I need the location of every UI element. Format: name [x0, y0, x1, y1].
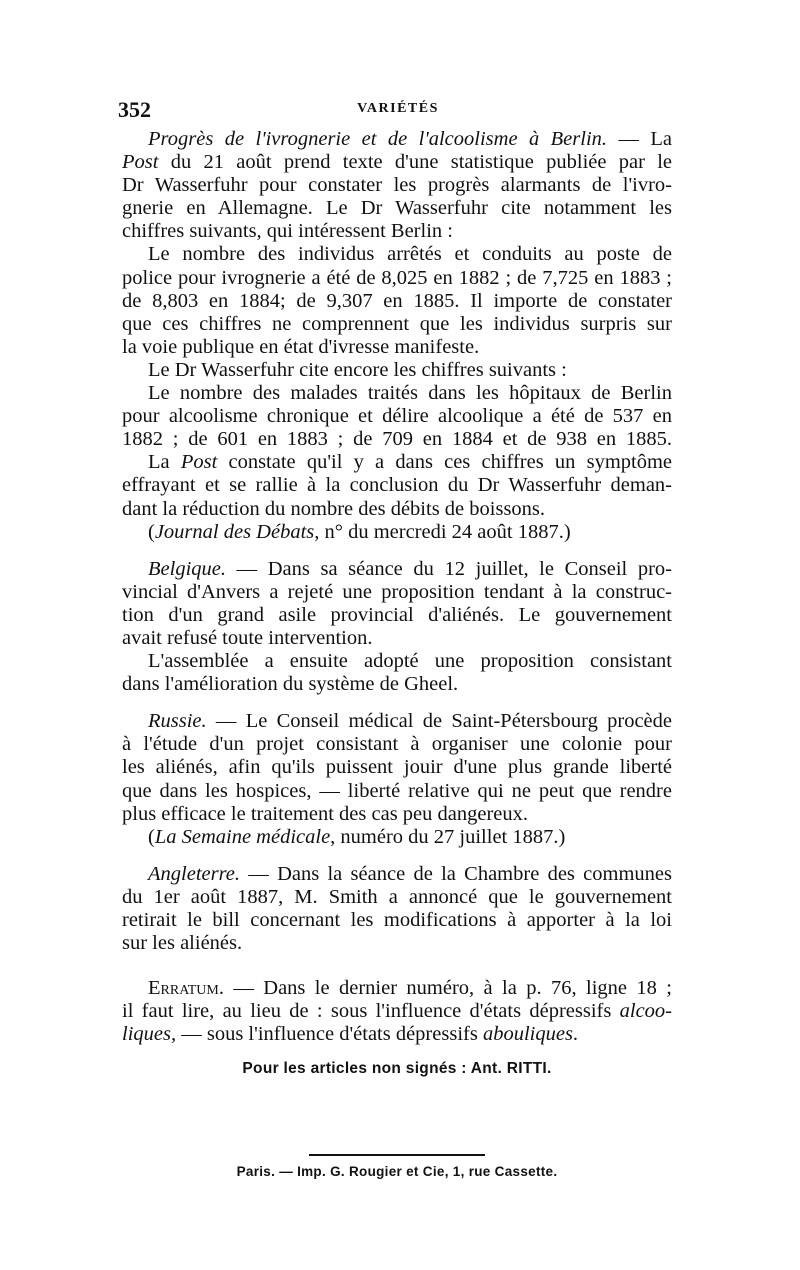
text-line: de 8,803 en 1884; de 9,307 en 1885. Il importe de constater	[122, 289, 672, 312]
text-line: chiffres suivants, qui intéressent Berlin :	[122, 220, 453, 243]
text-line: Progrès de l'ivrognerie et de l'alcoolisme à Berlin. — La	[148, 128, 672, 150]
text-line: que ces chiffres ne comprennent que les individus surpris sur	[122, 312, 672, 335]
section-title: Progrès de l'ivrognerie et de l'alcoolisme à Berlin.	[148, 128, 608, 150]
text-line: Dr Wasserfuhr pour constater les progrès alarmants de l'ivro-	[122, 174, 672, 197]
text-line: la voie publique en état d'ivresse manifeste.	[122, 335, 480, 358]
text-line: liques, — sous l'influence d'états dépressifs abouliques.	[122, 1023, 579, 1046]
text-line: tion d'un grand asile provincial d'aliénés. Le gouvernement	[122, 603, 672, 626]
text-line: Erratum. — Dans le dernier numéro, à la p. 76, ligne 18 ;	[148, 977, 672, 1000]
text-line: Le nombre des individus arrêtés et conduits au poste de	[148, 243, 672, 266]
source-citation: (La Semaine médicale, numéro du 27 juillet 1887.)	[148, 825, 566, 848]
text-line: Belgique. — Dans sa séance du 12 juillet, le Conseil pro-	[148, 557, 672, 580]
section-title: Belgique.	[148, 557, 226, 580]
footer-rule	[309, 1154, 485, 1156]
section-russie	[122, 710, 672, 849]
text-line: Le nombre des malades traités dans les hôpitaux de Berlin	[148, 382, 672, 405]
text-line: à l'étude d'un projet consistant à organiser une colonie pour	[122, 733, 672, 756]
section-belgique	[122, 558, 672, 697]
text-line: dans l'amélioration du système de Gheel.	[122, 673, 459, 696]
text-line: pour alcoolisme chronique et délire alcoolique a été de 537 en	[122, 405, 672, 428]
text-line: L'assemblée a ensuite adopté une proposition consistant	[148, 650, 672, 673]
section-title: Russie.	[148, 710, 207, 733]
text-line: sur les aliénés.	[122, 932, 243, 955]
text-line: La Post constate qu'il y a dans ces chiffres un symptôme	[148, 451, 673, 474]
page-number: 352	[118, 97, 151, 122]
text-line: retirait le bill concernant les modifications à apporter à la loi	[122, 909, 672, 931]
text-line: Russie. — Le Conseil médical de Saint-Pétersbourg procède	[148, 710, 672, 733]
section-berlin	[122, 128, 672, 544]
text-line: 1882 ; de 601 en 1883 ; de 709 en 1884 et de 938 en 1885.	[122, 428, 672, 451]
printer-imprint: Paris. — Imp. G. Rougier et Cie, 1, rue Cassette.	[236, 1164, 558, 1180]
text-line: Post du 21 août prend texte d'une statistique publiée par le	[122, 151, 672, 174]
text-line: du 1er août 1887, M. Smith a annoncé que le gouvernement	[122, 885, 672, 908]
section-erratum	[122, 977, 672, 1046]
text-line: les aliénés, afin qu'ils puissent jouir d'une plus grande liberté	[122, 756, 672, 779]
text-line: que dans les hospices, — liberté relative qui ne peut que rendre	[122, 779, 672, 802]
text-line: avait refusé toute intervention.	[122, 626, 373, 649]
running-head: VARIÉTÉS	[357, 101, 439, 116]
text-line: vincial d'Anvers a rejeté une proposition tendant à la construc-	[122, 580, 672, 603]
source-citation: (Journal des Débats, n° du mercredi 24 août 1887.)	[148, 520, 571, 543]
text-line: plus efficace le traitement des cas peu dangereux.	[122, 802, 529, 825]
erratum-label: Erratum.	[148, 977, 224, 1000]
page-header	[118, 97, 678, 123]
text-line: effrayant et se rallie à la conclusion du Dr Wasserfuhr deman-	[122, 474, 672, 497]
text-line: Le Dr Wasserfuhr cite encore les chiffres suivants :	[148, 358, 567, 381]
text-line: Angleterre. — Dans la séance de la Chambre des communes	[148, 862, 672, 885]
body-text	[122, 128, 672, 1179]
signature: Pour les articles non signés : Ant. RITTI.	[242, 1060, 552, 1078]
text-line: il faut lire, au lieu de : sous l'influence d'états dépressifs alcoo-	[122, 1000, 672, 1023]
text-line: dant la réduction du nombre des débits de boissons.	[122, 497, 546, 520]
section-title: Angleterre.	[148, 862, 241, 885]
section-angleterre	[122, 863, 672, 955]
text-line: police pour ivrognerie a été de 8,025 en 1882 ; de 7,725 en 1883 ;	[122, 266, 672, 289]
text-line: gnerie en Allemagne. Le Dr Wasserfuhr cite notamment les	[122, 197, 672, 220]
